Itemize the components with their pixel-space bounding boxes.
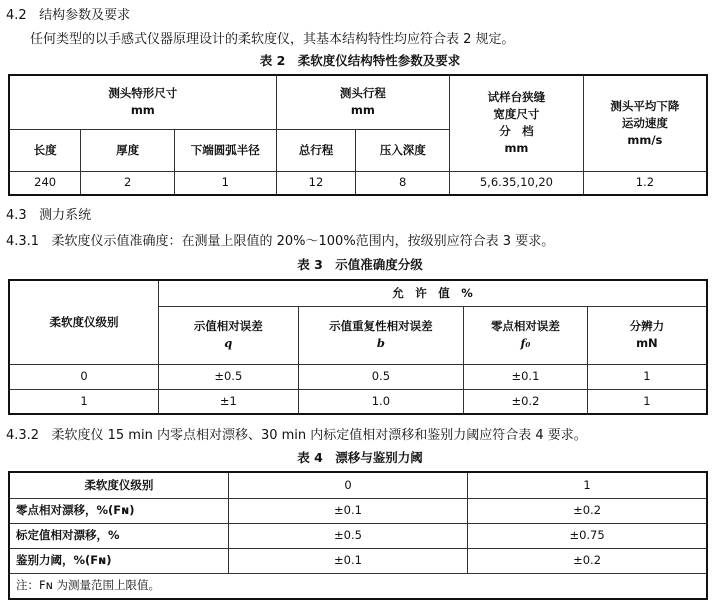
table-cell: 240: [9, 171, 81, 195]
section-number: 4.2: [6, 8, 27, 23]
t4-col-grade-0: 0: [228, 472, 467, 498]
table-cell: 5,6.35,10,20: [450, 171, 584, 195]
t2-header-slit-width: 试样台狭缝 宽度尺寸 分 档 mm: [450, 75, 584, 171]
t3-col-grade: 柔软度仪级别: [9, 280, 159, 364]
t2-header-speed: 测头平均下降 运动速度 mm/s: [583, 75, 707, 171]
t3-col-zero-error: 零点相对误差 f₀: [464, 306, 588, 364]
table-cell: 2: [81, 171, 175, 195]
table-cell: ±0.1: [228, 548, 467, 573]
t2-header-probe-stroke: 测头行程 mm: [276, 75, 449, 129]
table-cell: 0: [9, 364, 159, 389]
table-row: [9, 548, 707, 573]
t2-col-indent-depth: 压入深度: [356, 129, 450, 171]
section-title: 结构参数及要求: [39, 8, 131, 23]
table-cell: 8: [356, 171, 450, 195]
t3-header-allowed: 允 许 值 %: [159, 280, 707, 306]
table-2-caption: 表 2 柔软度仪结构特性参数及要求: [259, 53, 461, 68]
t2-header-probe-size: 测头特形尺寸 mm: [9, 75, 276, 129]
t2-col-total-stroke: 总行程: [276, 129, 356, 171]
section-number: 4.3: [6, 208, 27, 223]
t2-col-thickness: 厚度: [81, 129, 175, 171]
table-cell: 1.0: [298, 389, 463, 414]
t3-col-repeatability: 示值重复性相对误差 b: [298, 306, 463, 364]
table-3-caption: 表 3 示值准确度分级: [297, 257, 423, 272]
table-2: [8, 74, 708, 196]
t2-col-length: 长度: [9, 129, 81, 171]
table-row: [9, 523, 707, 548]
table-4-caption: 表 4 漂移与鉴别力阈: [297, 450, 423, 465]
section-text: 柔软度仪示值准确度：在测量上限值的 20%～100%范围内，按级别应符合表 3 要求。: [51, 234, 555, 249]
table-cell: 1: [587, 389, 707, 414]
table-4-note: 注：Fɴ 为测量范围上限值。: [9, 573, 707, 599]
section-4-3-2: [6, 424, 587, 443]
table-cell: 1: [174, 171, 276, 195]
table-cell: ±0.1: [464, 364, 588, 389]
table-3: [8, 279, 708, 415]
table-cell: ±0.5: [228, 523, 467, 548]
table-row: [9, 364, 707, 389]
row-label: 鉴别力阈，%(Fɴ): [9, 548, 228, 573]
t2-col-radius: 下端圆弧半径: [174, 129, 276, 171]
table-4: [8, 471, 708, 600]
table-cell: ±0.75: [468, 523, 707, 548]
row-label: 零点相对漂移，%(Fɴ): [9, 498, 228, 523]
table-row: [9, 171, 707, 195]
table-cell: ±0.2: [464, 389, 588, 414]
section-4-3-1: [6, 230, 554, 249]
table-cell: 1: [587, 364, 707, 389]
t3-col-resolution: 分辨力 mN: [587, 306, 707, 364]
section-number: 4.3.2: [6, 428, 40, 443]
row-label: 标定值相对漂移，%: [9, 523, 228, 548]
table-row: [9, 498, 707, 523]
table-row: [9, 389, 707, 414]
table-cell: ±0.5: [159, 364, 299, 389]
section-4-2-paragraph: 任何类型的以手感式仪器原理设计的柔软度仪，其基本结构特性均应符合表 2 规定。: [30, 32, 515, 47]
table-cell: ±0.2: [468, 498, 707, 523]
table-cell: ±1: [159, 389, 299, 414]
table-cell: ±0.2: [468, 548, 707, 573]
section-4-3-heading: [6, 204, 91, 223]
table-cell: 0.5: [298, 364, 463, 389]
section-title: 测力系统: [39, 208, 92, 223]
t4-col-grade-1: 1: [468, 472, 707, 498]
section-text: 柔软度仪 15 min 内零点相对漂移、30 min 内标定值相对漂移和鉴别力阈应符合表 4 要求。: [51, 428, 587, 443]
table-cell: 1: [9, 389, 159, 414]
table-cell: 1.2: [583, 171, 707, 195]
table-cell: ±0.1: [228, 498, 467, 523]
t3-col-relative-error: 示值相对误差 q: [159, 306, 299, 364]
section-number: 4.3.1: [6, 234, 40, 249]
t4-col-grade: 柔软度仪级别: [9, 472, 228, 498]
table-cell: 12: [276, 171, 356, 195]
section-4-2-heading: [6, 4, 130, 23]
